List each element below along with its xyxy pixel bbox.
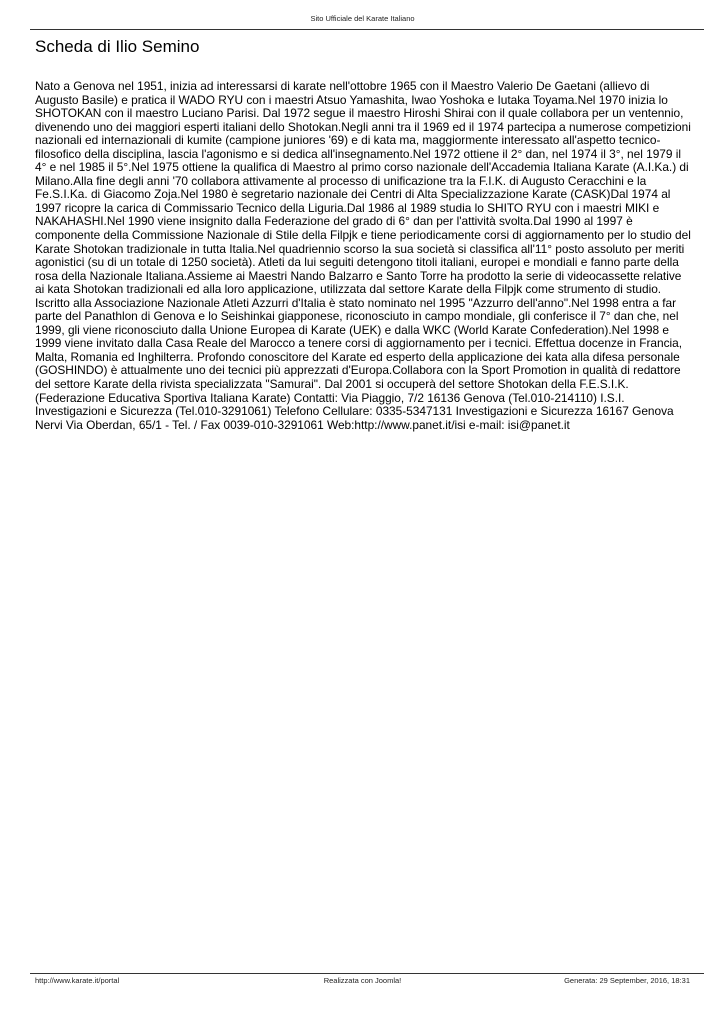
header-divider	[30, 29, 704, 30]
footer-url: http://www.karate.it/portal	[35, 976, 120, 985]
article-body: Nato a Genova nel 1951, inizia ad interessarsi di karate nell'ottobre 1965 con il Maestro Valerio De Gaetani (allievo di Augusto Basile) e pratica il WADO RYU con i maestri Atsuo Yamashita, Iwao Yoshoka e Iutaka Toyama.Nel 1970 inizia lo SHOTOKAN con il maestro Luciano Parisi. Dal 1972 segue il maestro Hiroshi Shirai con il quale collabora per un ventennio, divenendo uno dei maggiori esperti italiani dello Shotokan.Negli anni tra il 1969 ed il 1974 partecipa a numerose competizioni nazionali ed internazionali di kumite (campione juniores '69) e di kata ma, maggiormente interessato all'aspetto tecnico-filosofico della disciplina, lascia l'agonismo e si dedica all'insegnamento.Nel 1972 ottiene il 2° dan, nel 1974 il 3°, nel 1979 il 4° e nel 1985 il 5°.Nel 1975 ottiene la qualifica di Maestro al primo corso nazionale dell'Accademia Italiana Karate (A.I.Ka.) di Milano.Alla fine degli anni '70 collabora attivamente al processo di unificazione tra la F.I.K. di Augusto Ceracchini e la Fe.S.I.Ka. di Giacomo Zoja.Nel 1980 è segretario nazionale dei Centri di Alta Specializzazione Karate (CASK)Dal 1974 al 1997 ricopre la carica di Commissario Tecnico della Liguria.Dal 1986 al 1989 studia lo SHITO RYU con i maestri MIKI e NAKAHASHI.Nel 1990 viene insignito dalla Federazione del grado di 6° dan per l'attività svolta.Dal 1990 al 1997 è componente della Commissione Nazionale di Stile della Filpjk e tiene periodicamente corsi di aggiornamento per lo studio del Karate Shotokan tradizionale in tutta Italia.Nel quadriennio scorso la sua società si classifica all'11° posto assoluto per meriti agonistici (su di un totale di 1250 società). Atleti da lui seguiti detengono titoli italiani, europei e mondiali e fanno parte della rosa della Nazionale Italiana.Assieme ai Maestri Nando Balzarro e Santo Torre ha prodotto la serie di videocassette relative ai kata Shotokan tradizionali ed alla loro applicazione, utilizzata dal settore Karate della Filpjk come strumento di studio. Iscritto alla Associazione Nazionale Atleti Azzurri d'Italia è stato nominato nel 1995 "Azzurro dell'anno".Nel 1998 entra a far parte del Panathlon di Genova e lo Seishinkai giapponese, riconosciuto in campo mondiale, gli conferisce il 7° dan che, nel 1999, gli viene riconosciuto dalla Unione Europea di Karate (UEK) e dalla WKC (World Karate Confederation).Nel 1998 e 1999 viene invitato dalla Casa Reale del Marocco a tenere corsi di aggiornamento per i tecnici. Effettua docenze in Francia, Malta, Romania ed Inghilterra. Profondo conoscitore del Karate ed esperto della applicazione dei kata alla difesa personale (GOSHINDO) è attualmente uno dei tecnici più apprezzati d'Europa.Collabora con la Sport Promotion in qualità di redattore del settore Karate della rivista specializzata "Samurai". Dal 2001 si occuperà del settore Shotokan della F.E.S.I.K. (Federazione Educativa Sportiva Italiana Karate) Contatti: Via Piaggio, 7/2 16136 Genova (Tel.010-214110) I.S.I. Investigazioni e Sicurezza (Tel.010-3291061) Telefono Cellulare: 0335-5347131 Investigazioni e Sicurezza 16167 Genova Nervi Via Oberdan, 65/1 - Tel. / Fax 0039-010-3291061 Web:http://www.panet.it/isi e-mail: isi@panet.it	[35, 79, 691, 432]
footer-generated-date: Generata: 29 September, 2016, 18:31	[564, 976, 690, 985]
page-header-site-title: Sito Ufficiale del Karate Italiano	[310, 14, 415, 23]
footer-powered-by: Realizzata con Joomla!	[323, 976, 402, 985]
article-title: Scheda di Ilio Semino	[35, 37, 200, 56]
footer-divider	[30, 973, 704, 974]
